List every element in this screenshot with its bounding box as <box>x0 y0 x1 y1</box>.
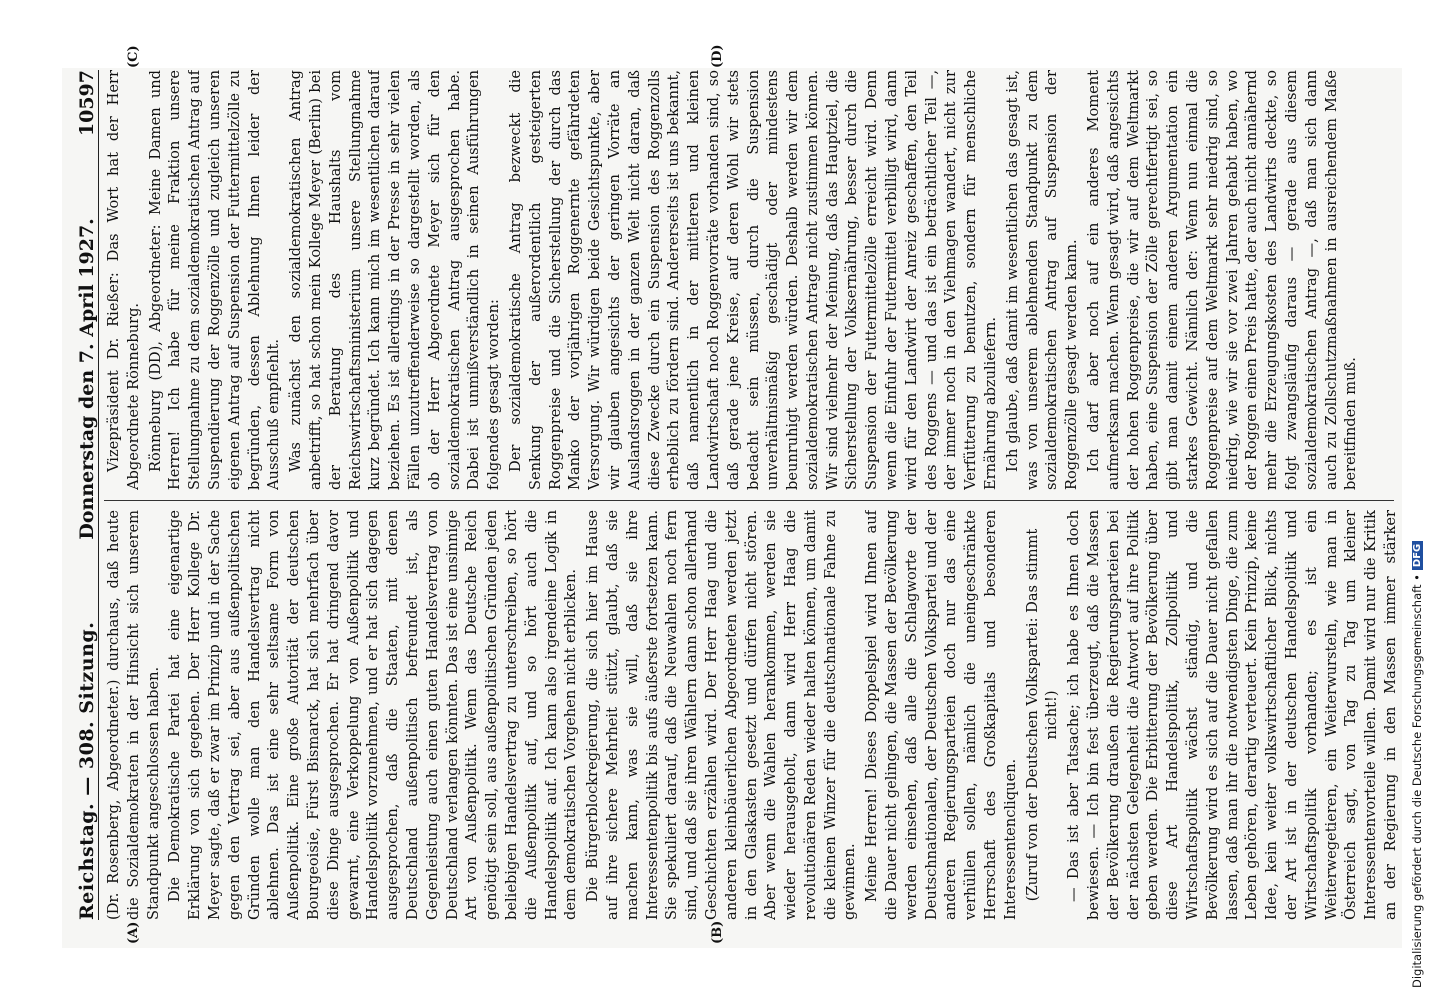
paragraph: Rönneburg (DD), Abgeordneter: Meine Damen und Herren! Ich habe für meine Fraktion unsere Stellungnahme zu dem sozialdemokratischen Antrag auf Suspendierung der Roggenzölle und zugleich unseren eigenen Antrag auf Suspension der Futtermittelzölle zu begründen, dessen Ablehnung Ihnen leider der Ausschuß empfiehlt. <box>146 70 283 490</box>
paragraph: — Das ist aber Tatsache; ich habe es Ihnen doch bewiesen. — Ich bin fest überzeugt, daß die Massen der Bevölkerung draußen die Regierungsparteien bei der nächsten Gelegenheit die Antwort auf ihre Politik geben werden. Die Erbitterung der Bevölkerung über diese Art Handelspolitik, Zollpolitik und Wirtschaftspolitik wächst ständig, und die Bevölkerung wird es sich auf die Dauer nicht gefallen lassen, daß man ihr die notwendigsten Dinge, die zum Leben gehören, derartig verteuert. Kein Prinzip, keine Idee, kein weiter volkswirtschaftlicher Blick, nichts der Art ist in der deutschen Handelspolitik und Wirtschaftspolitik vorhanden; es ist ein Weiterwegetieren, ein Weiterwursteln, wie man in Österreich sagt, von Tag zu Tag um kleiner Interessentenvorteile willen. Damit wird nur die Kritik an der Regierung in den Massen immer stärker <box>1065 510 1399 920</box>
margin-marker-a: (A) <box>126 921 141 944</box>
column-divider <box>104 500 1394 501</box>
paragraph: Der sozialdemokratische Antrag bezweckt die Senkung der außerordentlich gesteigerten Roggenpreise und die Sicherstellung der durch das Manko der vorjährigen Roggenernte gefährdeten Versorgung. Wir würdigen beide Gesichtspunkte, aber wir glauben angesichts der geringen Vorräte an Auslandsroggen in der ganzen Welt nicht daran, daß diese Zwecke durch ein Suspension des Roggenzolls erheblich zu fördern sind. Andererseits ist uns bekannt, daß namentlich in der mittleren und kleinen Landwirtschaft noch Roggenvorräte vorhanden sind, so daß gerade jene Kreise, auf deren Wohl wir stets bedacht sein müssen, durch die Suspension unverhältnismäßig geschädigt oder mindestens beunruhigt werden würden. Deshalb werden wir dem sozialdemokratischen Antrage nicht zustimmen können. Wir sind vielmehr der Meinung, daß das Hauptziel, die Sicherstellung der Volksernährung, besser durch die Suspension der Futtermittelzölle erreicht wird. Denn wenn die Einfuhr der Futtermittel verbilligt wird, dann wird für den Landwirt der Anreiz geschaffen, den Teil des Roggens — und das ist ein beträchtlicher Teil —, der immer noch in den Viehmagen wandert, nicht zur Verfütterung zu benutzen, sondern für menschliche Ernährung abzuliefern. <box>506 70 1000 490</box>
page-header <box>70 70 99 920</box>
funding-note-sidebar <box>1404 12 1432 988</box>
funding-text: Digitalisierung gefördert durch die Deutsche Forschungsgemeinschaft • <box>1410 574 1424 988</box>
newspaper-page <box>70 44 1410 944</box>
paragraph: Was zunächst den sozialdemokratischen Antrag anbetrifft, so hat schon mein Kollege Meyer (Berlin) bei der Beratung des Haushalts vom Reichswirtschaftsministerium unsere Stellungnahme kurz begründet. Ich kann mich im wesentlichen darauf beziehen. Es ist allerdings in der Presse in sehr vielen Fällen unzutreffenderweise so dargestellt worden, als ob der Herr Abgeordnete Meyer sich für den sozialdemokratischen Antrag ausgesprochen habe. Dabei ist unmißverständlich in seinen Ausführungen folgendes gesagt worden: <box>287 70 503 490</box>
paragraph: (Dr. Rosenberg, Abgeordneter.) durchaus, daß heute die Sozialdemokraten in der Hinsicht sich unserem Standpunkt angeschlossen haben. <box>105 510 162 920</box>
dfg-logo: DFG <box>1412 541 1423 570</box>
column-right <box>104 70 1400 490</box>
paragraph: Vizepräsident Dr. Rießer: Das Wort hat der Herr Abgeordnete Rönneburg. <box>105 70 142 490</box>
paragraph: Die Demokratische Partei hat eine eigenartige Erklärung von sich gegeben. Der Herr Kollege Dr. Meyer sagte, daß er zwar im Prinzip und in der Sache gegen den Vertrag sei, aber aus außenpolitischen Gründen wolle man den Handelsvertrag nicht ablehnen. Das ist eine sehr seltsame Form von Außenpolitik. Eine große Autorität der deutschen Bourgeoisie, Fürst Bismarck, hat sich mehrfach über diese Dinge ausgesprochen. Er hat dringend davor gewarnt, eine Verkoppelung von Außenpolitik und Handelspolitik vorzunehmen, und er hat sich dagegen ausgesprochen, daß die Staaten, mit denen Deutschland außenpolitisch befreundet ist, als Gegenleistung auch einen guten Handelsvertrag von Deutschland verlangen könnten. Das ist eine unsinnige Art von Außenpolitik. Wenn das Deutsche Reich genötigt sein soll, aus außenpolitischen Gründen jeden beliebigen Handelsvertrag zu unterschreiben, so hört die Außenpolitik auf, und so hört auch die Handelspolitik auf. Ich kann also irgendeine Logik in dem demokratischen Vorgehen nicht erblicken. <box>166 510 580 920</box>
interjection: (Zuruf von der Deutschen Volkspartei: Das stimmt nicht!) <box>1023 528 1061 902</box>
header-date: Donnerstag den 7. April 1927. <box>76 218 98 540</box>
header-page-number: 10597 <box>76 70 98 137</box>
paragraph: Ich darf aber noch auf ein anderes Moment aufmerksam machen. Wenn gesagt wird, daß angesichts der hohen Roggenpreise, die wir auf dem Weltmarkt haben, eine Suspension der Zölle gerechtfertigt sei, so gibt man damit einem anderen Argumentation ein starkes Gewicht. Nämlich der: Wenn nun einmal die Roggenpreise auf dem Weltmarkt sehr niedrig sind, so niedrig, wie wir sie vor zwei Jahren gehabt haben, wo der Roggen einen Preis hatte, der auch nicht annähernd mehr die Erzeugungskosten des Landwirts deckte, so folgt zwangsläufig daraus — gerade aus diesem sozialdemokratischen Antrag —, daß man sich dann auch zu Zollschutzmaßnahmen in ausreichendem Maße bereitfinden muß. <box>1085 70 1360 490</box>
margin-marker-d: (D) <box>710 44 725 68</box>
header-session: Reichstag. — 308. Sitzung. <box>76 621 98 920</box>
paragraph: Meine Herren! Dieses Doppelspiel wird Ihnen auf die Dauer nicht gelingen, die Massen der Bevölkerung werden einsehen, daß alle die Schlagworte der Deutschnationalen, der Deutschen Volkspartei und der anderen Regierungsparteien doch nur das eine verhüllen sollen, nämlich die uneingeschränkte Herrschaft des Großkapitals und besonderen Interessentencliquen. <box>863 510 1019 920</box>
margin-marker-c: (C) <box>126 45 141 68</box>
paragraph: Die Bürgerblockregierung, die sich hier im Hause auf ihre sichere Mehrheit stützt, glaubt, daß sie machen kann, was sie will, daß sie ihre Interessentenpolitik bis aufs äußerste fortsetzen kann. Sie spekuliert darauf, daß die Neuwahlen noch fern sind, und daß sie ihren Wählern dann schon allerhand Geschichten erzählen wird. Der Herr Haag und die anderen kleinbäuerlichen Abgeordneten werden jetzt in den Glaskasten gesetzt und dürfen nicht stören. Aber wenn die Wahlen herankommen, werden sie wieder herausgeholt, dann wird Herr Haag die revolutionären Reden wieder halten können, um damit die kleinen Winzer für die deutschnationale Fahne zu gewinnen. <box>584 510 859 920</box>
paragraph: Ich glaube, daß damit im wesentlichen das gesagt ist, was von unserem ablehnenden Standpunkt zu dem sozialdemokratischen Antrag auf Suspension der Roggenzölle gesagt werden kann. <box>1003 70 1081 490</box>
column-left <box>104 510 1400 920</box>
margin-marker-b: (B) <box>710 920 725 944</box>
funding-note <box>1408 12 1426 988</box>
